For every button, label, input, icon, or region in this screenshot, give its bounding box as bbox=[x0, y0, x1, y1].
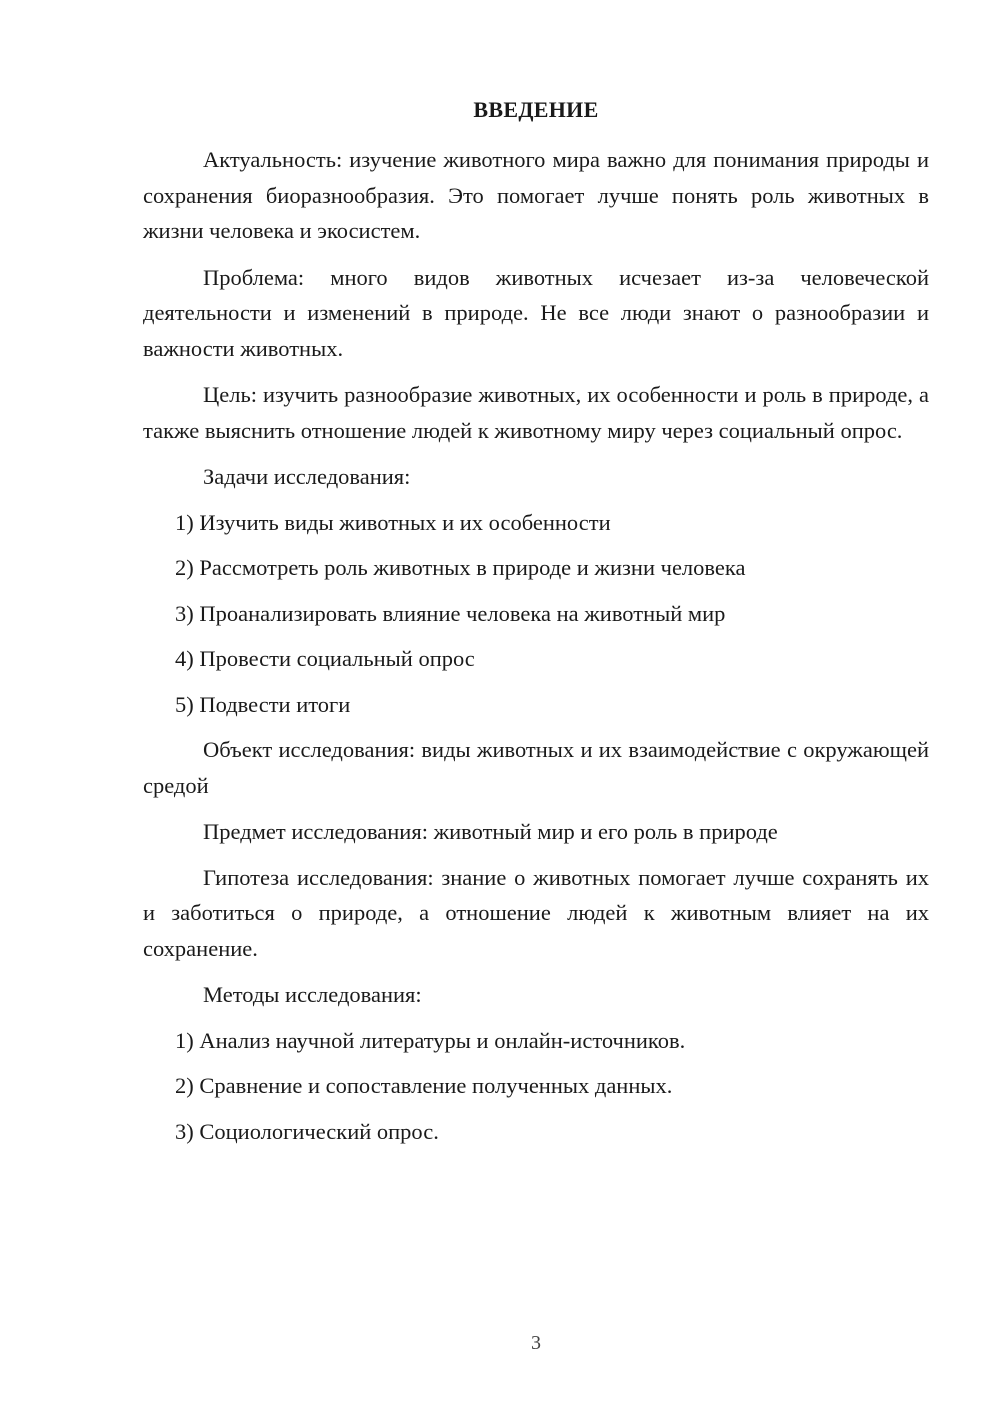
tasks-heading: Задачи исследования: bbox=[203, 464, 411, 489]
task-item: 1) Изучить виды животных и их особенности bbox=[175, 509, 611, 535]
subject-paragraph: Предмет исследования: животный мир и его роль в природе bbox=[203, 819, 778, 844]
page-number: 3 bbox=[531, 1332, 541, 1354]
method-item: 3) Социологический опрос. bbox=[175, 1118, 439, 1144]
document-title: ВВЕДЕНИЕ bbox=[473, 97, 599, 122]
goal-paragraph: Цель: изучить разнообразие животных, их особенности и роль в природе, а также выяснить отношение людей к животному миру через социальный опрос. bbox=[143, 382, 929, 443]
method-item: 2) Сравнение и сопоставление полученных данных. bbox=[175, 1073, 673, 1098]
problem-paragraph: Проблема: много видов животных исчезает из-за человеческой деятельности и изменений в природе. Не все люди знают о разнообразии и важности животных. bbox=[143, 264, 929, 361]
task-item: 4) Провести социальный опрос bbox=[175, 646, 475, 671]
method-item: 1) Анализ научной литературы и онлайн-источников. bbox=[175, 1027, 686, 1053]
hypothesis-paragraph: Гипотеза исследования: знание о животных помогает лучше сохранять их и заботиться о природе, а отношение людей к животным влияет на их сохранение. bbox=[143, 864, 929, 961]
task-item: 3) Проанализировать влияние человека на животный мир bbox=[175, 600, 726, 626]
task-item: 2) Рассмотреть роль животных в природе и жизни человека bbox=[175, 555, 746, 580]
task-item: 5) Подвести итоги bbox=[175, 691, 351, 717]
methods-heading: Методы исследования: bbox=[203, 982, 422, 1007]
document-body bbox=[143, 142, 929, 1159]
relevance-paragraph: Актуальность: изучение животного мира важно для понимания природы и сохранения биоразнообразия. Это помогает лучше понять роль животных в жизни человека и экосистем. bbox=[143, 147, 929, 243]
object-paragraph: Объект исследования: виды животных и их взаимодействие с окружающей средой bbox=[143, 737, 929, 798]
document-page bbox=[143, 0, 929, 1414]
